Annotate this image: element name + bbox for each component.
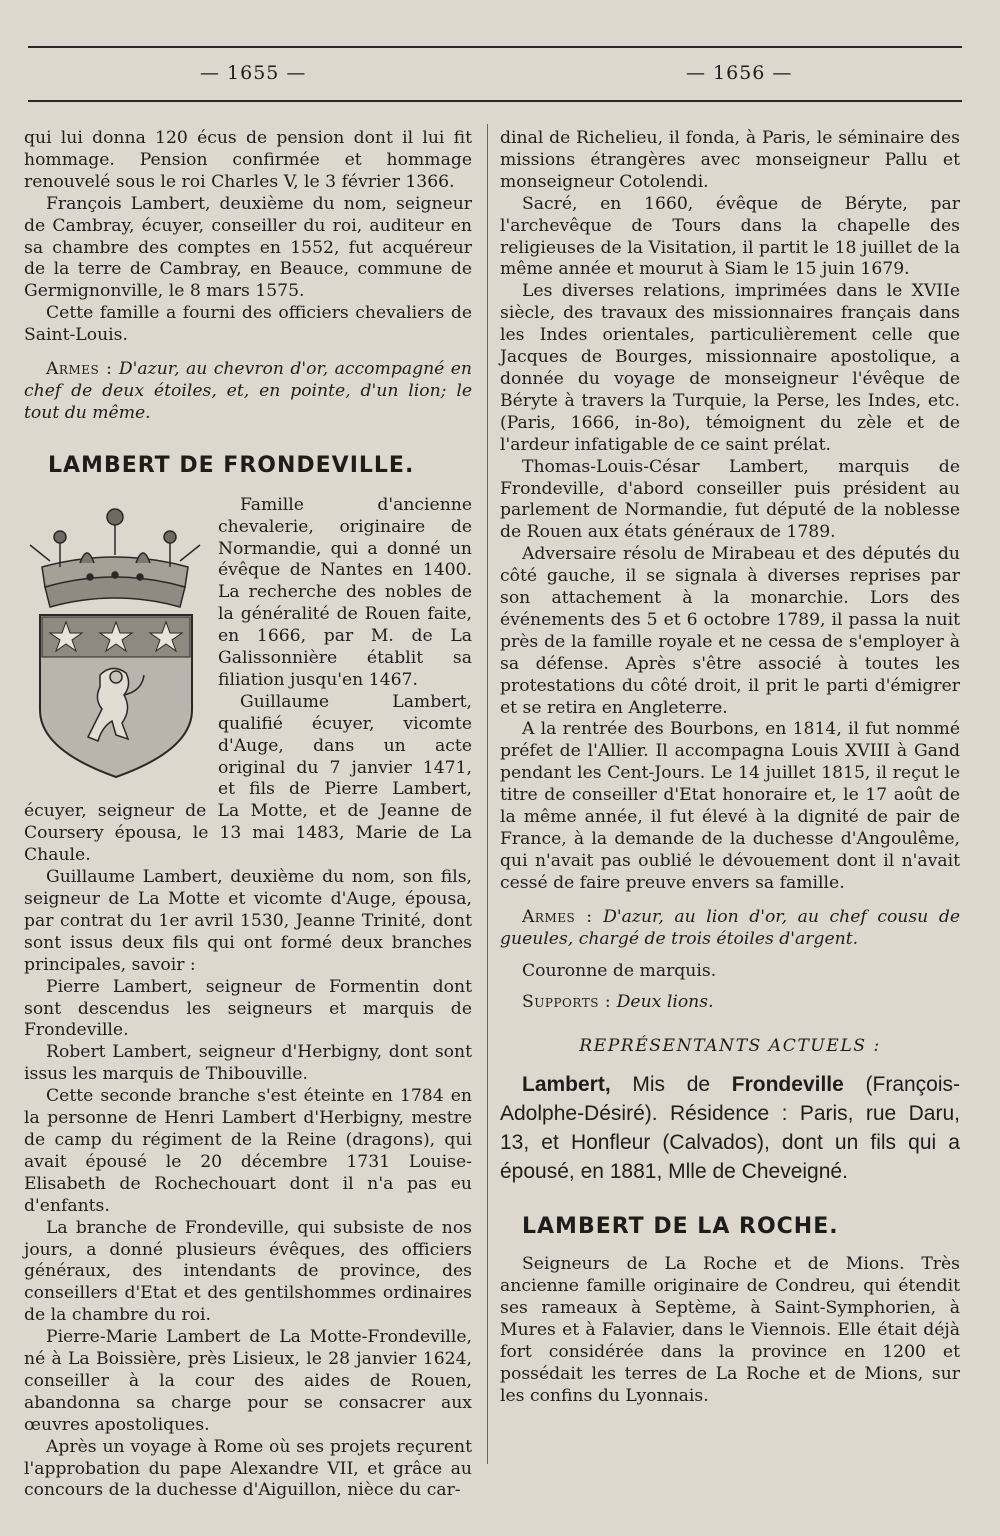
right-page-number: — 1656 — [686, 62, 793, 84]
column-divider [487, 124, 488, 1464]
header-rule-bottom [28, 100, 962, 102]
paragraph: Robert Lambert, seigneur d'Herbigny, dont sont issus les marquis de Thibouville. [24, 1042, 472, 1085]
paragraph: dinal de Richelieu, il fonda, à Paris, le séminaire des missions étrangères avec monseigneur Pallu et monseigneur Cotolendi. [500, 128, 960, 192]
paragraph: Cette famille a fourni des officiers chevaliers de Saint-Louis. [24, 303, 472, 346]
rep-de: de [686, 1073, 711, 1097]
paragraph: Cette seconde branche s'est éteinte en 1784 en la personne de Henri Lambert d'Herbigny, mestre de camp du régiment de la Reine (dragons), qui avait épousé le 20 décembre 1731 Louise-Elisabeth de Rochechouart dont il n'a pas eu d'enfants. [24, 1086, 472, 1216]
rep-name: Lambert, [522, 1073, 611, 1097]
paragraph: Seigneurs de La Roche et de Mions. Très ancienne famille originaire de Condreu, qui étendit ses rameaux à Septème, à Saint-Symphorien, à Mures et à Falavier, dans le Viennois. Elle était déjà fort considérée dans la province en 1200 et possédait les terres de La Roche et de Mions, sur les confins du Lyonnais. [500, 1254, 960, 1406]
left-page-number: — 1655 — [200, 62, 307, 84]
paragraph: Thomas-Louis-César Lambert, marquis de Frondeville, d'abord conseiller puis président au parlement de Normandie, fut député de la noblesse de Rouen aux états généraux de 1789. [500, 456, 960, 543]
rep-house: Frondeville [731, 1073, 844, 1097]
paragraph: Sacré, en 1660, évêque de Béryte, par l'archevêque de Tours dans la chapelle des religieuses de la Visitation, il partit le 18 juillet de la même année et mourut à Siam le 15 juin 1679. [500, 193, 960, 280]
arms-description [24, 359, 472, 425]
coat-of-arms-icon [20, 495, 210, 785]
paragraph: A la rentrée des Bourbons, en 1814, il fut nommé préfet de l'Allier. Il accompagna Louis XVIII à Gand pendant les Cent-Jours. Le 14 juillet 1815, il reçut le titre de conseiller d'Etat honoraire et, le 17 août de la même année, il fut élevé à la dignité de pair de France, à la demande de la duchesse d'Angoulême, qui n'avait pas oublié le dévouement dont il n'avait cessé de faire preuve envers sa famille. [500, 719, 960, 893]
coat-of-arms-figure [20, 495, 210, 785]
arms-label: Armes : [522, 906, 593, 927]
paragraph: Après un voyage à Rome où ses projets reçurent l'approbation du pape Alexandre VII, et grâce au concours de la duchesse d'Aiguillon, nièce du car- [24, 1436, 472, 1501]
paragraph: Guillaume Lambert, deuxième du nom, son fils, seigneur de La Motte et vicomte d'Auge, épousa, par contrat du 1er avril 1530, Jeanne Trinité, dont sont issus deux fils qui ont formé deux branches principales, savoir : [24, 867, 472, 975]
paragraph: Pierre-Marie Lambert de La Motte-Frondeville, né à La Boissière, près Lisieux, le 28 janvier 1624, conseiller à la cour des aides de Rouen, abandonna sa charge pour se consacrer aux œuvres apostoliques. [24, 1327, 472, 1435]
paragraph: Guillaume Lambert, qualifié écuyer, vicomte d'Auge, dans un acte original du 7 janvier 1471, et fils de Pierre Lambert, écuyer, seigneur de La Motte, et de Jeanne de Coursery épousa, le 13 mai 1483, Marie de La Chaule. [24, 691, 472, 866]
right-column [500, 128, 960, 1408]
rep-details: (François-Adolphe-Désiré). Résidence : Paris, rue Daru, 13, et Honfleur (Calvados), dont un fils qui a épousé, en 1881, Mlle de Cheveigné. [500, 1073, 961, 1184]
paragraph: qui lui donna 120 écus de pension dont il lui fit hommage. Pension confirmée et hommage renouvelé sous le roi Charles V, le 3 février 1366. [24, 128, 472, 192]
supports-label: Supports : [522, 992, 612, 1013]
section-heading: LAMBERT DE LA ROCHE. [522, 1214, 839, 1240]
header-rule-top [28, 46, 962, 48]
arms-text: D'azur, au lion d'or, au chef cousu de gueules, chargé de trois étoiles d'argent. [500, 906, 960, 949]
crown-description: Couronne de marquis. [522, 960, 717, 981]
paragraph: La branche de Frondeville, qui subsiste de nos jours, a donné plusieurs évêques, des officiers généraux, des intendants de province, des conseillers d'Etat et des gentilshommes ordinaires de la chambre du roi. [24, 1217, 472, 1326]
paragraph: Famille d'ancienne chevalerie, originaire de Normandie, qui a donné un évêque de Nantes en 1400. La recherche des nobles de la généralité de Rouen faite, en 1666, par M. de La Galissonnière établit sa filiation jusqu'en 1467. [218, 494, 472, 690]
crown-icon [30, 509, 200, 607]
section-heading: LAMBERT DE FRONDEVILLE. [48, 452, 415, 478]
paragraph: Les diverses relations, imprimées dans le XVIIe siècle, des travaux des missionnaires français dans les Indes orientales, particulièrement celle que Jacques de Bourges, missionnaire apostolique, a donnée du voyage de monseigneur l'évêque de Béryte à travers la Turquie, la Perse, les Indes, etc. (Paris, 1666, in-8o), témoignent du zèle et de l'ardeur infatigable de ce saint prélat. [500, 281, 960, 455]
supports-description [500, 992, 960, 1014]
paragraph: Adversaire résolu de Mirabeau et des députés du côté gauche, il se signala à diverses reprises par son attachement à la monarchie. Lors des événements des 5 et 6 octobre 1789, il passa la nuit près de la famille royale et ne cessa de s'employer à sa défense. Après s'être associé à toutes les protestations du côté droit, il prit le parti d'émigrer et se retira en Angleterre. [500, 544, 960, 718]
left-column [24, 128, 472, 1502]
arms-description [500, 907, 960, 951]
arms-label: Armes : [46, 359, 113, 380]
arms-text: D'azur, au chevron d'or, accompagné en chef de deux étoiles, et, en pointe, d'un lion; le tout du même. [24, 359, 472, 423]
representative-entry [500, 1070, 960, 1186]
representatives-title: REPRÉSENTANTS ACTUELS : [579, 1036, 881, 1057]
rep-title-abbr: Mis [632, 1073, 666, 1097]
paragraph: François Lambert, deuxième du nom, seigneur de Cambray, écuyer, conseiller du roi, auditeur en sa chambre des comptes en 1552, fut acquéreur de la terre de Cambray, en Beauce, commune de Germignonville, le 8 mars 1575. [24, 193, 472, 302]
paragraph: Pierre Lambert, seigneur de Formentin dont sont descendus les seigneurs et marquis de Frondeville. [24, 976, 472, 1041]
supports-text: Deux lions. [616, 992, 714, 1013]
